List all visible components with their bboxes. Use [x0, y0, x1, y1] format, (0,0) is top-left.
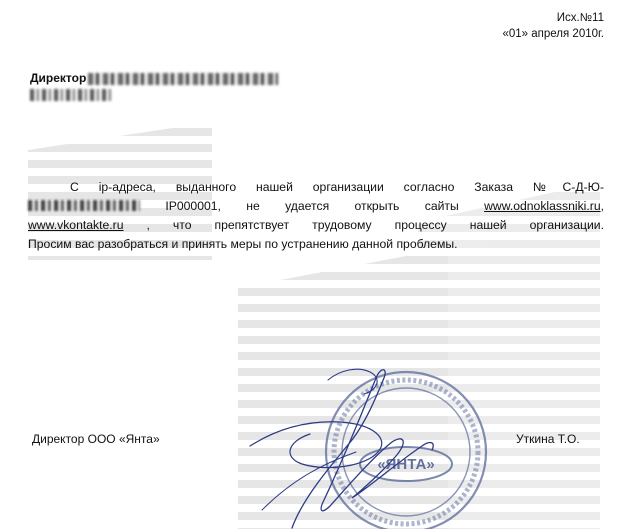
redacted-addressee-line [30, 89, 112, 101]
body-text: С ip-адреса, выданного нашей организации согласно Заказа №С-Д-Ю- [70, 180, 604, 194]
letter-date: «01» апреля 2010г. [502, 28, 604, 40]
body-text: Просим вас разобраться и принять меры по устранению данной проблемы. [28, 237, 458, 251]
signatory-name: Уткина Т.О. [516, 432, 580, 446]
redacted-addressee [88, 73, 278, 85]
body-line [28, 235, 604, 254]
outgoing-number: Исх.№11 [556, 12, 604, 24]
handwritten-signature [232, 360, 442, 529]
body-line [28, 197, 604, 216]
addressee-prefix: Директор [30, 71, 87, 85]
signatory-title: Директор ООО «Янта» [32, 432, 160, 446]
link-odnoklassniki[interactable]: www.odnoklassniki.ru [484, 199, 601, 213]
body-line [28, 216, 604, 235]
body-text: , что препятствует трудовому процессу нашей организации. [146, 218, 604, 232]
body-text: , [600, 199, 605, 213]
redacted-order-number [28, 200, 140, 211]
seal-center-text: «ЯНТА» [377, 456, 435, 473]
body-line [28, 178, 604, 197]
link-vkontakte[interactable]: www.vkontakte.ru [28, 218, 124, 232]
letter-body [28, 178, 604, 254]
addressee [30, 71, 278, 85]
body-text: IP000001, не удается открыть сайты [165, 199, 459, 213]
